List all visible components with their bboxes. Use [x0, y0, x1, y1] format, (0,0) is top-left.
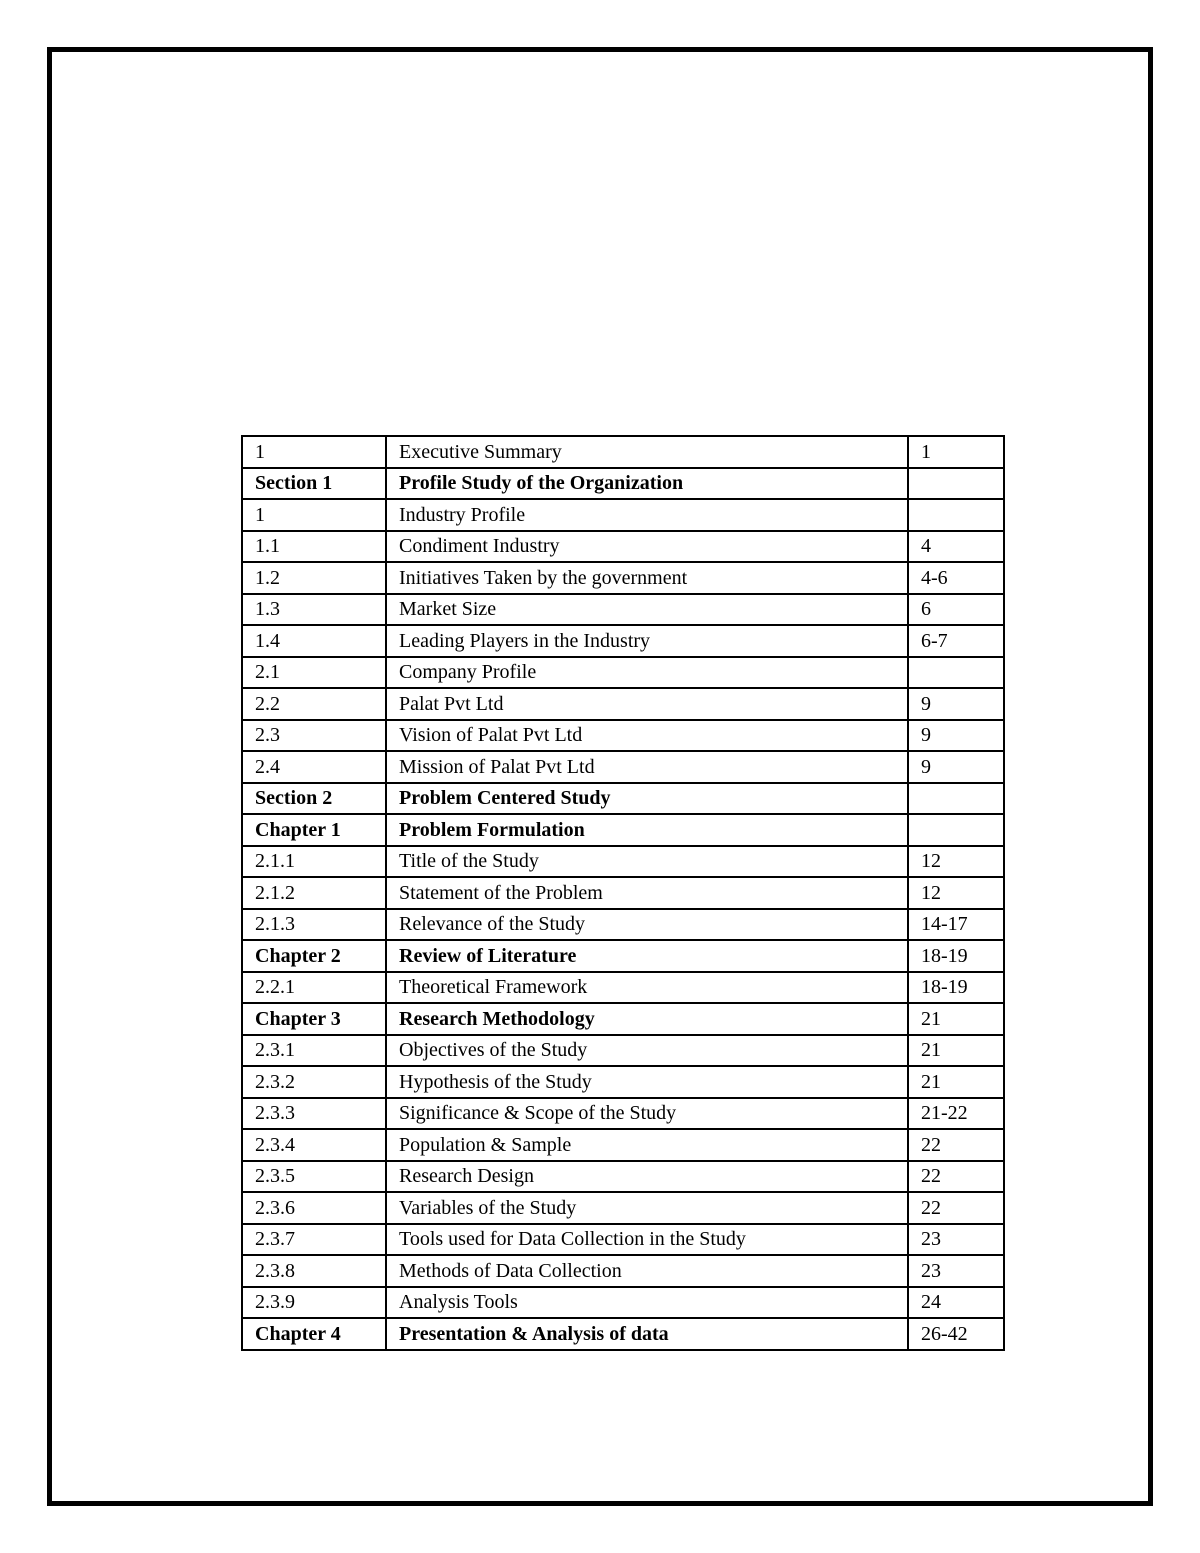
- table-of-contents: [241, 435, 1005, 1351]
- toc-section-number: 1: [242, 436, 386, 468]
- toc-page-number: [908, 783, 1004, 815]
- toc-row: [242, 1129, 1004, 1161]
- toc-page-number: [908, 468, 1004, 500]
- toc-entry-title: Theoretical Framework: [386, 972, 908, 1004]
- toc-page-number: 22: [908, 1161, 1004, 1193]
- toc-entry-title: Problem Formulation: [386, 814, 908, 846]
- toc-page-number: 21: [908, 1035, 1004, 1067]
- toc-row: [242, 940, 1004, 972]
- toc-page-number: 21: [908, 1003, 1004, 1035]
- toc-row: [242, 1035, 1004, 1067]
- toc-row: [242, 1161, 1004, 1193]
- toc-page-number: [908, 499, 1004, 531]
- toc-row: [242, 1098, 1004, 1130]
- toc-section-number: 2.3.5: [242, 1161, 386, 1193]
- toc-page-number: 22: [908, 1129, 1004, 1161]
- toc-entry-title: Palat Pvt Ltd: [386, 688, 908, 720]
- toc-entry-title: Significance & Scope of the Study: [386, 1098, 908, 1130]
- toc-row: [242, 1224, 1004, 1256]
- toc-entry-title: Condiment Industry: [386, 531, 908, 563]
- toc-row: [242, 1192, 1004, 1224]
- toc-page-number: 21-22: [908, 1098, 1004, 1130]
- toc-section-number: Section 1: [242, 468, 386, 500]
- toc-row: [242, 531, 1004, 563]
- toc-entry-title: Tools used for Data Collection in the Study: [386, 1224, 908, 1256]
- toc-section-number: 2.1.2: [242, 877, 386, 909]
- toc-row: [242, 436, 1004, 468]
- toc-page-number: 4-6: [908, 562, 1004, 594]
- toc-row: [242, 909, 1004, 941]
- toc-row: [242, 751, 1004, 783]
- toc-entry-title: Hypothesis of the Study: [386, 1066, 908, 1098]
- toc-entry-title: Executive Summary: [386, 436, 908, 468]
- toc-section-number: Chapter 1: [242, 814, 386, 846]
- toc-row: [242, 877, 1004, 909]
- toc-section-number: 1: [242, 499, 386, 531]
- toc-row: [242, 657, 1004, 689]
- toc-entry-title: Methods of Data Collection: [386, 1255, 908, 1287]
- toc-section-number: 2.1.1: [242, 846, 386, 878]
- toc-section-number: 1.3: [242, 594, 386, 626]
- toc-entry-title: Vision of Palat Pvt Ltd: [386, 720, 908, 752]
- toc-row: [242, 688, 1004, 720]
- toc-section-number: 2.3.6: [242, 1192, 386, 1224]
- toc-page-number: 9: [908, 720, 1004, 752]
- toc-entry-title: Relevance of the Study: [386, 909, 908, 941]
- toc-section-number: 2.4: [242, 751, 386, 783]
- toc-entry-title: Objectives of the Study: [386, 1035, 908, 1067]
- toc-page-number: 18-19: [908, 972, 1004, 1004]
- toc-row: [242, 1255, 1004, 1287]
- toc-row: [242, 1318, 1004, 1350]
- toc-row: [242, 783, 1004, 815]
- toc-section-number: 2.3.3: [242, 1098, 386, 1130]
- toc-section-number: Section 2: [242, 783, 386, 815]
- toc-page-number: 26-42: [908, 1318, 1004, 1350]
- toc-page-number: 4: [908, 531, 1004, 563]
- toc-page-number: 24: [908, 1287, 1004, 1319]
- toc-row: [242, 814, 1004, 846]
- toc-page-number: 23: [908, 1224, 1004, 1256]
- toc-row: [242, 972, 1004, 1004]
- toc-section-number: 1.4: [242, 625, 386, 657]
- toc-row: [242, 1287, 1004, 1319]
- toc-page-number: 21: [908, 1066, 1004, 1098]
- toc-section-number: 1.2: [242, 562, 386, 594]
- toc-page-number: 9: [908, 751, 1004, 783]
- toc-section-number: 2.3.2: [242, 1066, 386, 1098]
- toc-page-number: 23: [908, 1255, 1004, 1287]
- toc-entry-title: Company Profile: [386, 657, 908, 689]
- toc-page-number: [908, 814, 1004, 846]
- toc-body: [242, 436, 1004, 1350]
- toc-entry-title: Market Size: [386, 594, 908, 626]
- toc-row: [242, 846, 1004, 878]
- toc-entry-title: Title of the Study: [386, 846, 908, 878]
- toc-entry-title: Variables of the Study: [386, 1192, 908, 1224]
- toc-section-number: 2.3.1: [242, 1035, 386, 1067]
- toc-section-number: 2.3.8: [242, 1255, 386, 1287]
- toc-page-number: 18-19: [908, 940, 1004, 972]
- toc-entry-title: Industry Profile: [386, 499, 908, 531]
- toc-page-number: 6: [908, 594, 1004, 626]
- toc-section-number: 2.2: [242, 688, 386, 720]
- toc-entry-title: Research Design: [386, 1161, 908, 1193]
- toc-section-number: Chapter 2: [242, 940, 386, 972]
- toc-page-number: 9: [908, 688, 1004, 720]
- toc-row: [242, 1003, 1004, 1035]
- toc-entry-title: Profile Study of the Organization: [386, 468, 908, 500]
- toc-section-number: 2.2.1: [242, 972, 386, 1004]
- toc-entry-title: Initiatives Taken by the government: [386, 562, 908, 594]
- toc-entry-title: Leading Players in the Industry: [386, 625, 908, 657]
- toc-section-number: 2.1: [242, 657, 386, 689]
- toc-entry-title: Mission of Palat Pvt Ltd: [386, 751, 908, 783]
- toc-page-number: 14-17: [908, 909, 1004, 941]
- toc-page-number: 1: [908, 436, 1004, 468]
- toc-page-number: 12: [908, 877, 1004, 909]
- toc-row: [242, 1066, 1004, 1098]
- toc-row: [242, 468, 1004, 500]
- toc-page-number: 12: [908, 846, 1004, 878]
- toc-section-number: 2.3.9: [242, 1287, 386, 1319]
- toc-section-number: 2.3: [242, 720, 386, 752]
- toc-entry-title: Statement of the Problem: [386, 877, 908, 909]
- toc-row: [242, 625, 1004, 657]
- toc-entry-title: Problem Centered Study: [386, 783, 908, 815]
- toc-entry-title: Research Methodology: [386, 1003, 908, 1035]
- toc-section-number: 2.1.3: [242, 909, 386, 941]
- toc-page-number: [908, 657, 1004, 689]
- toc-section-number: 1.1: [242, 531, 386, 563]
- toc-section-number: Chapter 4: [242, 1318, 386, 1350]
- toc-row: [242, 720, 1004, 752]
- toc-page-number: 6-7: [908, 625, 1004, 657]
- toc-section-number: 2.3.7: [242, 1224, 386, 1256]
- toc-row: [242, 562, 1004, 594]
- toc-section-number: Chapter 3: [242, 1003, 386, 1035]
- toc-entry-title: Analysis Tools: [386, 1287, 908, 1319]
- toc-page-number: 22: [908, 1192, 1004, 1224]
- toc-entry-title: Review of Literature: [386, 940, 908, 972]
- toc-entry-title: Presentation & Analysis of data: [386, 1318, 908, 1350]
- toc-entry-title: Population & Sample: [386, 1129, 908, 1161]
- toc-row: [242, 499, 1004, 531]
- toc-section-number: 2.3.4: [242, 1129, 386, 1161]
- toc-row: [242, 594, 1004, 626]
